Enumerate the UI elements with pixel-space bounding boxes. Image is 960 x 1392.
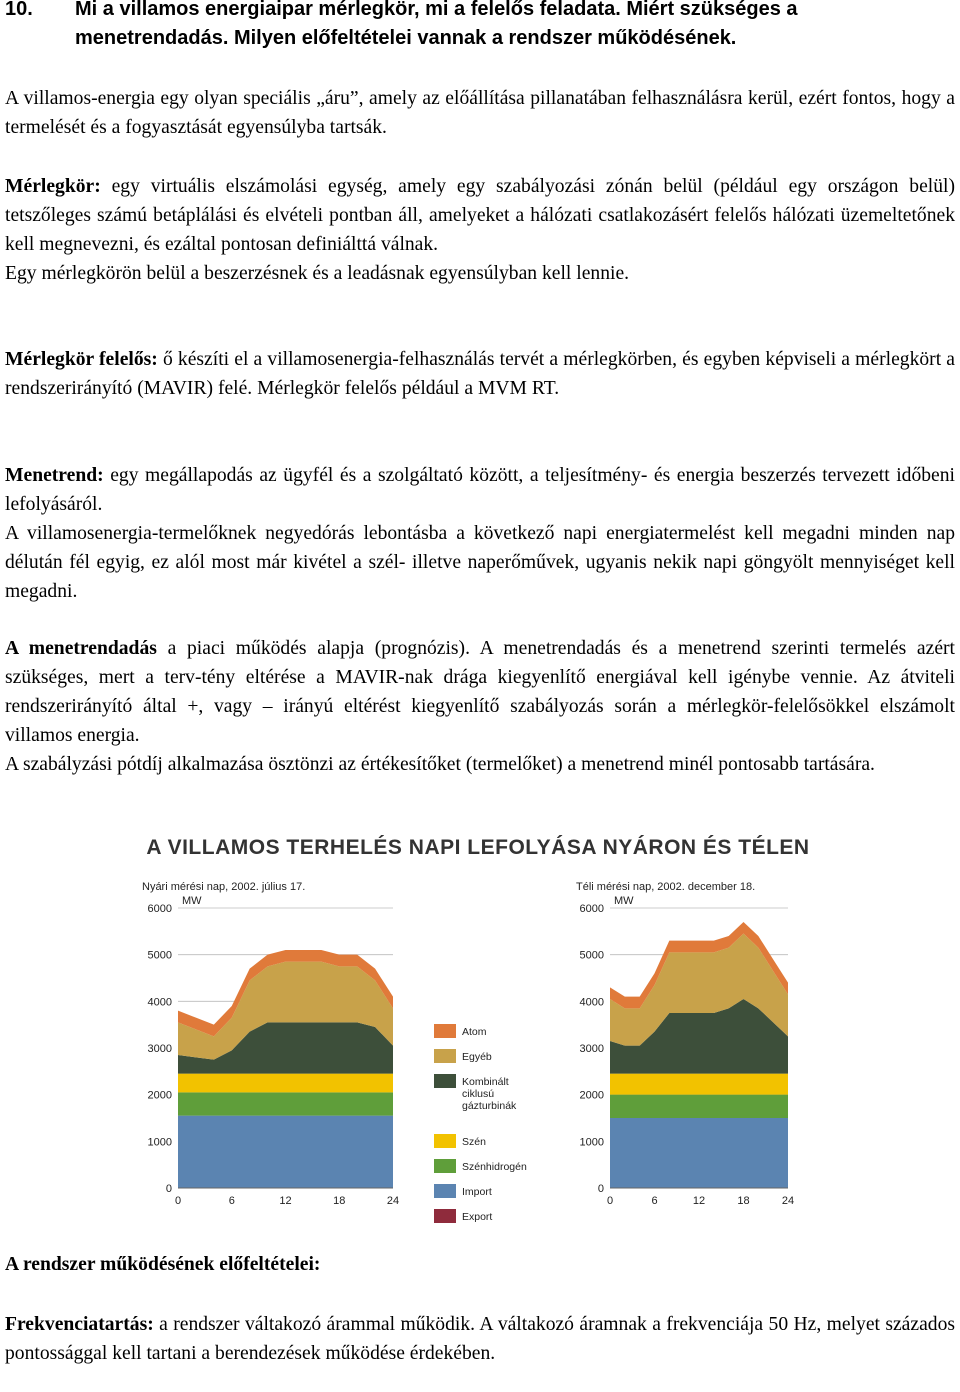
- panel1-subtitle: Nyári mérési nap, 2002. július 17.: [142, 881, 306, 893]
- menetrend-term: Menetrend:: [5, 465, 104, 486]
- y-tick-label: 4000: [579, 996, 604, 1009]
- legend-swatch: [434, 1134, 456, 1148]
- area-szén: [610, 1074, 788, 1095]
- legend-swatch: [434, 1024, 456, 1038]
- intro-paragraph: A villamos-energia egy olyan speciális „áru”, amely az előállítása pillanatában felhasználásra kerül, ezért fontos, hogy a termelését és a fogyasztását egyensúlyba tartsák.: [5, 88, 955, 138]
- area-szén: [178, 1074, 393, 1093]
- section2-title: A rendszer működésének előfeltételei:: [5, 1254, 321, 1275]
- frekvencia-paragraph: [5, 1310, 955, 1368]
- felelos-term: Mérlegkör felelős:: [5, 349, 158, 370]
- x-tick-label: 12: [692, 1195, 706, 1207]
- y-tick-label: 3000: [579, 1043, 604, 1055]
- y-tick-label: 4000: [147, 996, 172, 1009]
- frekvencia-text: a rendszer váltakozó árammal működik. A váltakozó áramnak a frekvenciája 50 Hz, melyet százados pontossággal kell tartani a berendezések működése érdekében.: [5, 1314, 955, 1364]
- area-szénhidrogén: [178, 1092, 393, 1115]
- y-tick-label: 0: [597, 1183, 604, 1195]
- y-tick-label: 0: [165, 1183, 172, 1195]
- chart-title: A VILLAMOS TERHELÉS NAPI LEFOLYÁSA NYÁRON ÉS TÉLEN: [146, 836, 810, 859]
- legend-swatch: [434, 1074, 456, 1088]
- menetrendadas-text: a piaci működés alapja (prognózis). A menetrendadás és a menetrend szerinti termelés azért szükséges, mert a terv-tény eltérése a MAVIR-nak drága kiegyenlítő energiával kell igénybe vennie. Az átviteli rendszerirányító által +, vagy – irányú eltérést kiegyenlítő szabályozás során a mérlegkör-felelősökkel elszámolt villamos energia.: [5, 638, 955, 746]
- legend-label: Kombinált: [462, 1076, 509, 1088]
- y-tick-label: 5000: [579, 949, 604, 962]
- heading-number: 10.: [5, 0, 33, 20]
- legend-swatch: [434, 1184, 456, 1198]
- legend-swatch: [434, 1049, 456, 1063]
- x-tick-label: 18: [333, 1195, 346, 1207]
- area-import: [610, 1118, 788, 1188]
- x-tick-label: 24: [386, 1195, 400, 1207]
- x-tick-label: 12: [279, 1195, 292, 1207]
- legend-label: Szénhidrogén: [462, 1161, 527, 1173]
- y-axis-label: MW: [182, 895, 202, 907]
- legend-swatch: [434, 1209, 456, 1223]
- x-tick-label: 24: [781, 1195, 795, 1207]
- legend-label: ciklusú: [462, 1088, 495, 1100]
- y-tick-label: 2000: [579, 1089, 604, 1102]
- x-tick-label: 0: [606, 1195, 614, 1207]
- y-tick-label: 1000: [579, 1136, 604, 1149]
- legend-label: Export: [462, 1211, 493, 1223]
- menetrend-block: [5, 461, 955, 606]
- legend-swatch: [434, 1159, 456, 1173]
- y-tick-label: 3000: [147, 1043, 172, 1055]
- legend-label: Atom: [462, 1026, 487, 1038]
- frekvencia-term: Frekvenciatartás:: [5, 1314, 154, 1335]
- y-axis-label: MW: [614, 895, 634, 907]
- y-tick-label: 5000: [147, 949, 172, 962]
- heading-line2: menetrendadás. Milyen előfeltételei vannak a rendszer működésének.: [75, 27, 737, 49]
- area-szénhidrogén: [610, 1095, 788, 1118]
- x-tick-label: 18: [737, 1195, 750, 1207]
- x-tick-label: 6: [651, 1195, 658, 1207]
- legend-label: Egyéb: [462, 1051, 492, 1063]
- legend-label: Import: [462, 1186, 492, 1198]
- menetrend-line2: A villamosenergia-termelőknek negyedórás lebontásba a következő napi energiatermelést kell megadni minden nap délután fél egyig, ez alól most már kivétel a szél- illetve naperőművek, ugyanis nekik napi göngyölt mennyiséget kell megadni.: [5, 523, 955, 602]
- menetrendadas-block: [5, 634, 955, 779]
- y-tick-label: 2000: [147, 1089, 172, 1102]
- legend-label: gázturbinák: [462, 1100, 517, 1112]
- panel2-subtitle: Téli mérési nap, 2002. december 18.: [576, 881, 756, 893]
- merlegkor-block: [5, 172, 955, 288]
- menetrend-text: egy megállapodás az ügyfél és a szolgáltató között, a teljesítmény- és energia beszerzés tervezett időbeni lefolyásáról.: [5, 465, 955, 515]
- section2-title-wrap: [5, 1250, 955, 1279]
- y-tick-label: 6000: [147, 903, 172, 915]
- x-tick-label: 0: [174, 1195, 182, 1207]
- felelos-paragraph: [5, 345, 955, 403]
- area-import: [178, 1116, 393, 1188]
- section-heading: [5, 0, 955, 53]
- merlegkor-term: Mérlegkör:: [5, 176, 101, 197]
- x-tick-label: 6: [228, 1195, 235, 1207]
- load-chart: [138, 828, 818, 1224]
- merlegkor-text: egy virtuális elszámolási egység, amely egy szabályozási zónán belül (például egy országon belül) tetszőleges számú betáplálási és elvételi pontban áll, amelyeket a hálózati csatlakozásért felelős hálózati üzemeltetőnek kell megnevezni, és ezáltal pontosan definiálttá válnak.: [5, 176, 955, 255]
- menetrendadas-term: A menetrendadás: [5, 638, 157, 659]
- felelos-text: ő készíti el a villamosenergia-felhasználás tervét a mérlegkörben, és egyben képviseli a mérlegkört a rendszerirányító (MAVIR) felé. Mérlegkör felelős például a MVM RT.: [5, 349, 956, 399]
- legend-label: Szén: [462, 1136, 486, 1148]
- menetrendadas-line2: A szabályzási pótdíj alkalmazása ösztönzi az értékesítőket (termelőket) a menetrend minél pontosabb tartására.: [5, 754, 875, 775]
- heading-line1: Mi a villamos energiaipar mérlegkör, mi a felelős feladata. Miért szükséges a: [75, 0, 798, 20]
- y-tick-label: 6000: [579, 903, 604, 915]
- y-tick-label: 1000: [147, 1136, 172, 1149]
- merlegkor-line2: Egy mérlegkörön belül a beszerzésnek és a leadásnak egyensúlyban kell lennie.: [5, 263, 630, 284]
